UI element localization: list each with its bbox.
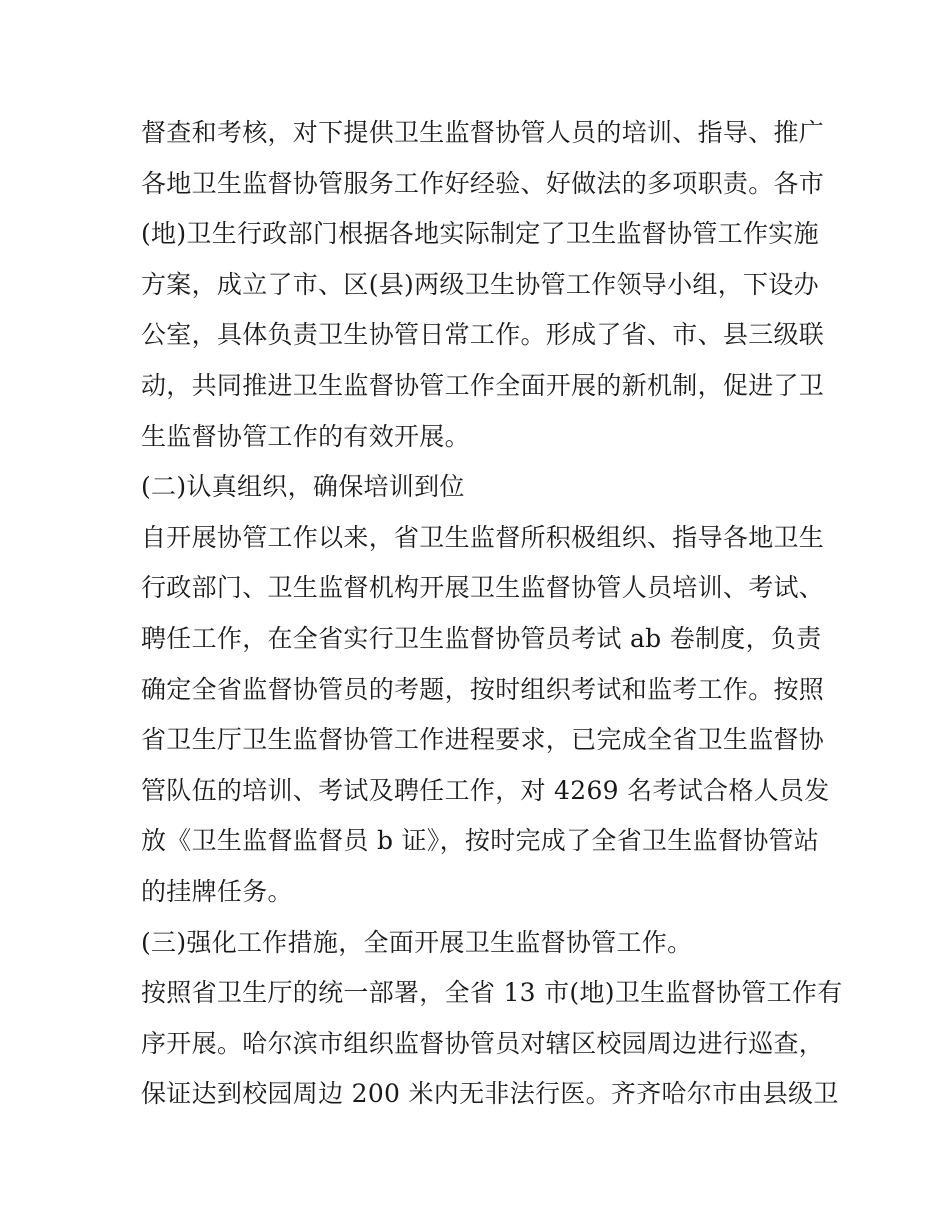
text-line: 聘任工作，在全省实行卫生监督协管员考试 ab 卷制度，负责	[141, 623, 822, 653]
text-line: 督查和考核，对下提供卫生监督协管人员的培训、指导、推广	[141, 118, 825, 147]
text-line: 动，共同推进卫生监督协管工作全面开展的新机制，促进了卫	[141, 370, 825, 400]
text-line: 的挂牌任务。	[141, 876, 293, 906]
text-line: 管队伍的培训、考试及聘任工作，对 4269 名考试合格人员发	[141, 775, 830, 805]
text-line: 保证达到校园周边 200 米内无非法行医。齐齐哈尔市由县级卫	[141, 1079, 839, 1109]
text-line: 按照省卫生厅的统一部署，全省 13 市(地)卫生监督协管工作有	[141, 978, 843, 1008]
text-line: 生监督协管工作的有效开展。	[141, 421, 470, 451]
text-line: 方案，成立了市、区(县)两级卫生协管工作领导小组，下设办	[141, 269, 819, 299]
text-line: 自开展协管工作以来，省卫生监督所积极组织、指导各地卫生	[141, 522, 825, 552]
text-line: 省卫生厅卫生监督协管工作进程要求，已完成全省卫生监督协	[141, 725, 825, 755]
text-line: 公室，具体负责卫生协管日常工作。形成了省、市、县三级联	[141, 320, 825, 350]
text-line: 各地卫生监督协管服务工作好经验、好做法的多项职责。各市	[141, 168, 825, 198]
text-line: 放《卫生监督监督员 b 证》，按时完成了全省卫生监督协管站	[141, 826, 820, 856]
document-body	[141, 108, 843, 1120]
text-line: 序开展。哈尔滨市组织监督协管员对辖区校园周边进行巡查，	[141, 1028, 825, 1058]
section-heading: (二)认真组织，确保培训到位	[141, 472, 465, 502]
section-heading: (三)强化工作措施，全面开展卫生监督协管工作。	[141, 927, 693, 957]
text-line: 确定全省监督协管员的考题，按时组织考试和监考工作。按照	[141, 674, 825, 704]
text-line: (地)卫生行政部门根据各地实际制定了卫生监督协管工作实施	[141, 219, 819, 249]
text-line: 行政部门、卫生监督机构开展卫生监督协管人员培训、考试、	[141, 573, 825, 603]
